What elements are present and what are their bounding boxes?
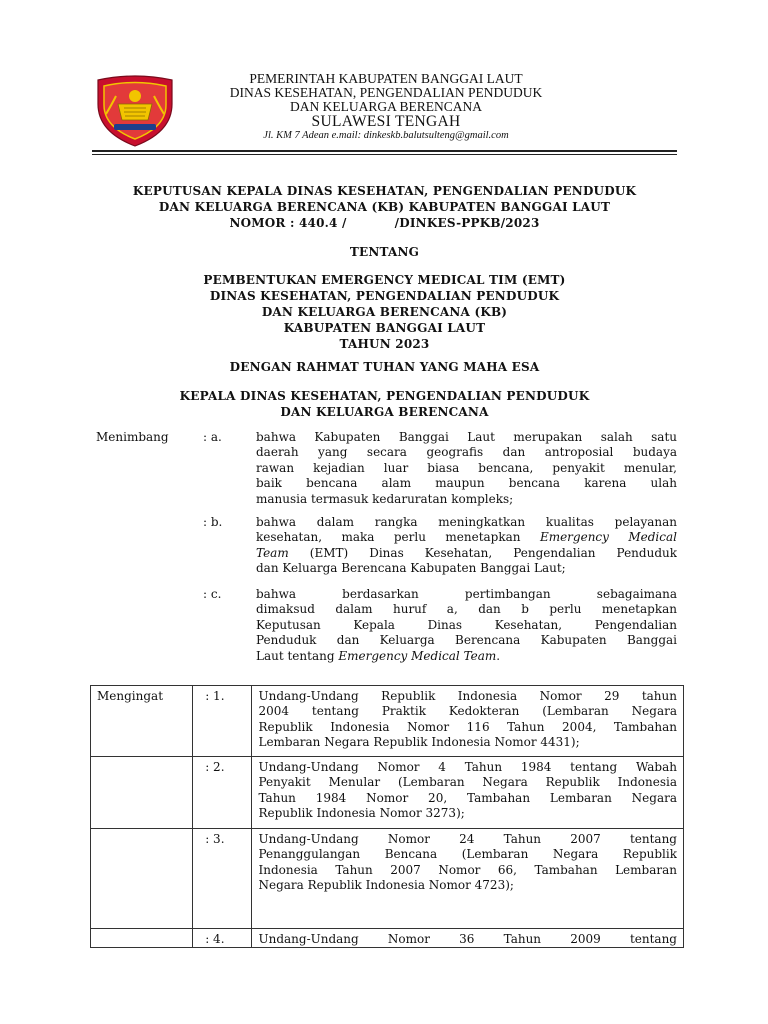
empty-cell xyxy=(91,929,193,948)
item-number: : 3. xyxy=(193,829,252,929)
text-line: 2004 tentang Praktik Kedokteran (Lembaran Negara xyxy=(258,704,677,719)
menimbang-label: Menimbang xyxy=(96,430,169,444)
item-text xyxy=(252,829,684,929)
subject-line: DINAS KESEHATAN, PENGENDALIAN PENDUDUK xyxy=(209,289,560,303)
text-line: Republik Indonesia Nomor 3273); xyxy=(258,806,465,821)
letterhead-rule-thick xyxy=(92,150,677,152)
text-fragment: kesehatan, maka perlu menetapkan xyxy=(256,530,540,545)
text-line: rawan kejadian luar biasa bencana, penyakit menular, xyxy=(256,460,677,475)
tentang-heading xyxy=(92,244,677,260)
item-text xyxy=(252,686,684,757)
letterhead-line-province: SULAWESI TENGAH xyxy=(311,113,461,130)
tentang-text: TENTANG xyxy=(349,245,420,259)
item-number: : 2. xyxy=(193,757,252,829)
menimbang-b-number: : b. xyxy=(203,515,223,529)
text-line xyxy=(256,649,677,664)
subject-line: KABUPATEN BANGGAI LAUT xyxy=(283,321,486,335)
text-line: baik bencana alam maupun bencana karena ulah xyxy=(256,476,677,491)
item-text xyxy=(252,757,684,829)
issuer-line: DAN KELUARGA BERENCANA xyxy=(280,405,489,419)
menimbang-b-text xyxy=(256,515,677,577)
text-fragment: Laut tentang xyxy=(256,648,339,663)
mengingat-table xyxy=(90,685,684,948)
text-line: bahwa berdasarkan pertimbangan sebagaimana xyxy=(256,587,677,601)
text-line: Undang-Undang Nomor 4 Tahun 1984 tentang Wabah xyxy=(258,760,677,774)
subject-line: DAN KELUARGA BERENCANA (KB) xyxy=(261,305,508,319)
text-line xyxy=(256,530,677,545)
text-line: Keputusan Kepala Dinas Kesehatan, Pengendalian xyxy=(256,617,677,632)
empty-cell xyxy=(91,757,193,829)
regency-emblem-icon xyxy=(92,74,178,148)
text-line: bahwa Kabupaten Banggai Laut merupakan salah satu xyxy=(256,430,677,444)
mengingat-label: Mengingat xyxy=(91,686,193,757)
subject-line: PEMBENTUKAN EMERGENCY MEDICAL TIM (EMT) xyxy=(203,273,566,287)
text-line: Republik Indonesia Nomor 116 Tahun 2004, Tambahan xyxy=(258,719,677,734)
empty-cell xyxy=(91,829,193,929)
menimbang-c-text xyxy=(256,587,677,664)
table-row xyxy=(91,929,684,948)
decree-number: NOMOR : 440.4 / /DINKES-PPKB/2023 xyxy=(229,216,540,230)
text-fragment: (EMT) Dinas Kesehatan, Pengendalian Penduduk xyxy=(288,545,677,560)
decree-subject xyxy=(92,272,677,352)
item-text xyxy=(252,929,684,948)
text-line: manusia termasuk kedaruratan kompleks; xyxy=(256,491,514,506)
table-row xyxy=(91,829,684,929)
issuer-line: KEPALA DINAS KESEHATAN, PENGENDALIAN PENDUDUK xyxy=(179,389,590,403)
text-line: Indonesia Tahun 2007 Nomor 66, Tambahan Lembaran xyxy=(258,862,677,877)
text-line xyxy=(256,546,677,561)
issuer-heading xyxy=(92,388,677,420)
text-line: dan Keluarga Berencana Kabupaten Banggai Laut; xyxy=(256,561,566,576)
letterhead-line-agency: DINAS KESEHATAN, PENGENDALIAN PENDUDUK xyxy=(229,85,543,100)
decree-title-line: KEPUTUSAN KEPALA DINAS KESEHATAN, PENGENDALIAN PENDUDUK xyxy=(132,184,637,198)
menimbang-a-number: : a. xyxy=(203,430,222,444)
text-line: Penyakit Menular (Lembaran Negara Republik Indonesia xyxy=(258,775,677,790)
text-line: Penduduk dan Keluarga Berencana Kabupaten Banggai xyxy=(256,633,677,648)
menimbang-a-text xyxy=(256,430,677,507)
menimbang-c-number: : c. xyxy=(203,587,222,601)
letterhead-rule-thin xyxy=(92,154,677,155)
letterhead-line-government: PEMERINTAH KABUPATEN BANGGAI LAUT xyxy=(249,71,523,86)
emphasis-text: Emergency Medical Team xyxy=(338,648,497,663)
emphasis-text: Emergency Medical xyxy=(539,530,677,545)
text-line: daerah yang secara geografis dan antroposial budaya xyxy=(256,445,677,460)
letterhead-address: Jl. KM 7 Adean e.mail: dinkeskb.balutsulteng@gmail.com xyxy=(263,130,509,141)
invocation-text: DENGAN RAHMAT TUHAN YANG MAHA ESA xyxy=(229,360,540,374)
text-line: Undang-Undang Nomor 24 Tahun 2007 tentang xyxy=(258,832,677,846)
letterhead xyxy=(0,0,768,160)
decree-title xyxy=(92,183,677,231)
subject-line: TAHUN 2023 xyxy=(339,337,430,351)
letterhead-line-agency-2: DAN KELUARGA BERENCANA xyxy=(290,99,482,114)
item-number: : 1. xyxy=(193,686,252,757)
text-fragment: . xyxy=(496,648,501,663)
text-line: Undang-Undang Republik Indonesia Nomor 29 tahun xyxy=(258,689,677,703)
table-row xyxy=(91,757,684,829)
text-line: Undang-Undang Nomor 36 Tahun 2009 tentang xyxy=(258,932,677,946)
text-line: Tahun 1984 Nomor 20, Tambahan Lembaran Negara xyxy=(258,790,677,805)
table-row xyxy=(91,686,684,757)
text-line: bahwa dalam rangka meningkatkan kualitas pelayanan xyxy=(256,515,677,529)
text-line: dimaksud dalam huruf a, dan b perlu menetapkan xyxy=(256,602,677,617)
text-line: Penanggulangan Bencana (Lembaran Negara Republik xyxy=(258,847,677,862)
text-line: Lembaran Negara Republik Indonesia Nomor 4431); xyxy=(258,735,580,750)
invocation xyxy=(92,359,677,375)
text-line: Negara Republik Indonesia Nomor 4723); xyxy=(258,878,514,893)
item-number: : 4. xyxy=(193,929,252,948)
emphasis-text: Team xyxy=(256,545,289,560)
decree-title-line: DAN KELUARGA BERENCANA (KB) KABUPATEN BANGGAI LAUT xyxy=(158,200,611,214)
